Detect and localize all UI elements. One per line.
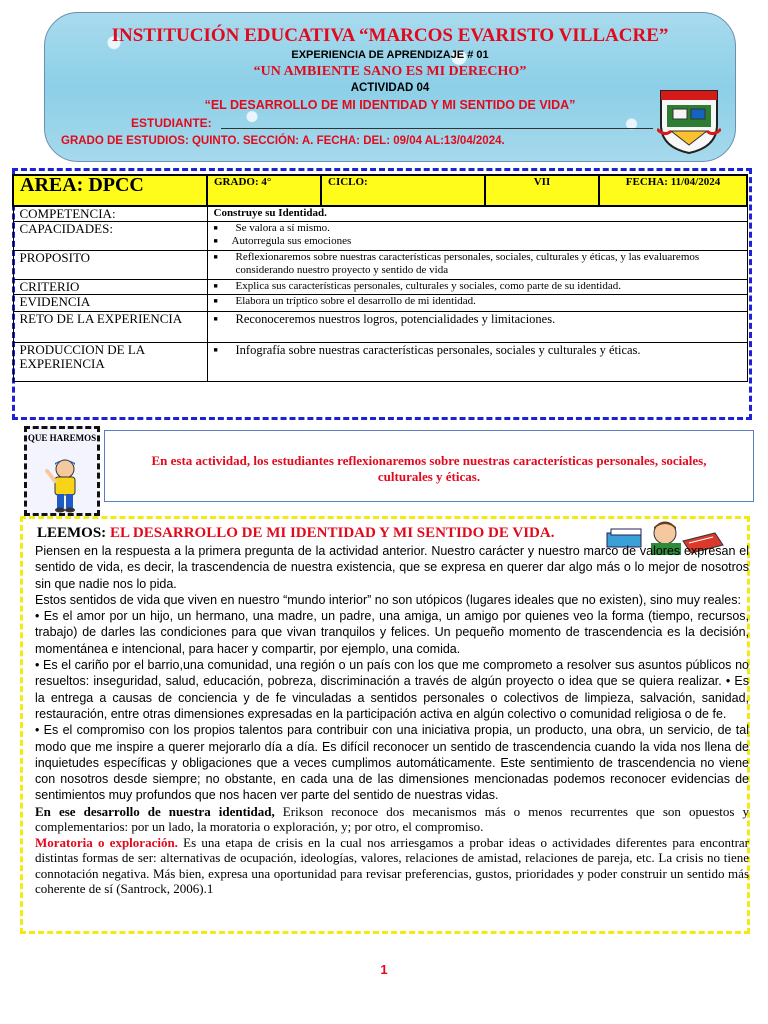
cycle-cell: CICLO: bbox=[321, 175, 485, 206]
reading-paragraph: Piensen en la respuesta a la primera pregunta de la actividad anterior. Nuestro carácter y nuestro marco de valores expresan el sentido de vida, es decir, la trascendencia de nuestra existencia, que se expresa en querer dar algo más o lo mejor de nosotros sin que nadie nos lo pida. bbox=[35, 544, 749, 591]
student-thinking-icon bbox=[39, 457, 89, 513]
reto-text: ■ Reconoceremos nuestros logros, potencialidades y limitaciones. bbox=[214, 312, 741, 327]
proposito-label: PROPOSITO bbox=[13, 251, 207, 280]
que-haremos-description-box bbox=[104, 430, 754, 502]
reading-section bbox=[20, 516, 750, 934]
experience-label: EXPERIENCIA DE APRENDIZAJE # 01 bbox=[291, 49, 489, 61]
capacidades-row bbox=[13, 222, 747, 251]
experience-slogan: “UN AMBIENTE SANO ES MI DERECHO” bbox=[253, 64, 527, 79]
criterio-row bbox=[13, 280, 747, 295]
activity-theme: “EL DESARROLLO DE MI IDENTIDAD Y MI SENTIDO DE VIDA” bbox=[204, 98, 576, 112]
reading-paragraph-moratoria bbox=[35, 835, 749, 897]
evidencia-row bbox=[13, 295, 747, 312]
reading-title bbox=[37, 525, 554, 542]
institution-title: INSTITUCIÓN EDUCATIVA “MARCOS EVARISTO VILLACRE” bbox=[111, 25, 669, 46]
student-label: ESTUDIANTE: bbox=[131, 116, 212, 130]
capacidades-value bbox=[207, 222, 747, 251]
moratoria-text: Es una etapa de crisis en la cual nos arriesgamos a probar ideas o actividades diferentes para encontrar distintas formas de ser: alternativas de ocupación, ideologías, valores, relaciones de amistad, relaciones de pareja, etc. La crisis no tiene connotación negativa. Más bien, expresa una oportunidad para revisar preferencias, gustos, prioridades y poder construir un sentido más coherente de sí (Santrock, 2006).1 bbox=[35, 834, 749, 897]
reading-paragraph: • Es el cariño por el barrio,una comunidad, una región o un país con los que me comprometo a resolver sus asuntos públicos no resueltos: inseguridad, salud, educación, pobreza, discriminación a través de algún proyecto o idea que se quiera realizar. • Es la entrega a causas de conciencia y de fe vinculadas a sentidos personales o colectivos de limpieza, salvación, sanidad, restauración, entre otras dimensiones expresadas en la participación activa en algún colectivo o comunidad religiosa o de fe. bbox=[35, 658, 749, 721]
info-table bbox=[12, 174, 748, 382]
erikson-text: Erikson reconoce dos mecanismos más o menos recurrentes que son opuestos y complementarios: por un lado, la moratoria o exploración, y; por otro, el compromiso. bbox=[35, 803, 750, 835]
reto-label: RETO DE LA EXPERIENCIA bbox=[13, 312, 207, 343]
capacidad-item: ■ Se valora a sí mismo. bbox=[214, 222, 741, 235]
reading-lead: LEEMOS: bbox=[37, 525, 107, 541]
competencia-label: COMPETENCIA: bbox=[13, 206, 207, 222]
activity-label: ACTIVIDAD 04 bbox=[350, 82, 430, 94]
erikson-lead: En ese desarrollo de nuestra identidad, bbox=[35, 803, 275, 819]
info-header-row bbox=[13, 175, 747, 206]
competencia-row bbox=[13, 206, 747, 222]
que-haremos-text: En esta actividad, los estudiantes reflexionaremos sobre nuestras características personales, sociales, culturales y éticas. bbox=[151, 453, 707, 484]
page-number: 1 bbox=[380, 962, 388, 977]
competencia-value: Construye su Identidad. bbox=[207, 206, 747, 222]
proposito-row bbox=[13, 251, 747, 280]
evidencia-text: ■ Elabora un tríptico sobre el desarrollo de mi identidad. bbox=[214, 295, 741, 308]
area-cell: AREA: DPCC bbox=[13, 175, 207, 206]
reading-heading: EL DESARROLLO DE MI IDENTIDAD Y MI SENTIDO DE VIDA. bbox=[109, 525, 555, 541]
evidencia-label: EVIDENCIA bbox=[13, 295, 207, 312]
reto-row bbox=[13, 312, 747, 343]
criterio-label: CRITERIO bbox=[13, 280, 207, 295]
grade-line: GRADO DE ESTUDIOS: QUINTO. SECCIÓN: A. FECHA: DEL: 09/04 AL:13/04/2024. bbox=[61, 135, 505, 147]
criterio-text: ■ Explica sus características personales, culturales y sociales, como parte de su identidad. bbox=[214, 280, 741, 293]
reading-paragraph: • Es el amor por un hijo, un hermano, una madre, un padre, una amiga, un amigo por quienes veo la forma (tiempo, recursos, trabajo) de darles las condiciones para que vivan tranquilos y felices. Un pequeño momento de trascendencia es la decisión, momentánea e intencional, para hacer y compartir, por ejemplo, una comida. bbox=[35, 609, 749, 656]
proposito-text: ■ Reflexionaremos sobre nuestras características personales, sociales, culturales y éticas, y las evaluaremos considerando nuestro proyecto y sentido de vida bbox=[214, 251, 741, 276]
proposito-value bbox=[207, 251, 747, 280]
reading-paragraph: Estos sentidos de vida que viven en nuestro “mundo interior” no son utópicos (lugares ideales que no existen), sino muy reales: bbox=[35, 592, 741, 607]
date-cell: FECHA: 11/04/2024 bbox=[599, 175, 747, 206]
reading-paragraph-erikson bbox=[35, 804, 749, 835]
grade-cell: GRADO: 4° bbox=[207, 175, 321, 206]
produccion-label: PRODUCCION DE LA EXPERIENCIA bbox=[13, 343, 207, 382]
produccion-value bbox=[207, 343, 747, 382]
reto-value bbox=[207, 312, 747, 343]
capacidad-item: ■ Autorregula sus emociones bbox=[214, 235, 741, 248]
moratoria-lead: Moratoria o exploración. bbox=[35, 834, 178, 850]
evidencia-value bbox=[207, 295, 747, 312]
school-crest-icon bbox=[657, 85, 721, 155]
produccion-row bbox=[13, 343, 747, 382]
produccion-text: ■ Infografía sobre nuestras características personales, sociales y culturales y éticas. bbox=[214, 343, 741, 358]
header-banner bbox=[44, 12, 736, 162]
que-haremos-box bbox=[24, 426, 100, 516]
que-haremos-label: QUE HAREMOS bbox=[27, 433, 97, 443]
criterio-value bbox=[207, 280, 747, 295]
reading-paragraph: • Es el compromiso con los propios talentos para contribuir con una iniciativa propia, un producto, una obra, un servicio, de tal modo que me inspire a querer mejorarlo día a día. Es difícil reconocer un sentido de trascendencia cuando la vida nos llena de inquietudes específicas y obligaciones que a veces cumplimos automáticamente. Este sentimiento de trascendencia no viene con nosotros desde siempre; no obstante, en cada una de las dimensiones mencionadas podemos reconocer evidencias de sentimientos muy profundos que nos hacen ver parte del sentido de nuestras vidas. bbox=[35, 723, 749, 803]
capacidades-label: CAPACIDADES: bbox=[13, 222, 207, 251]
student-name-line[interactable] bbox=[221, 128, 653, 129]
cycle-value-cell: VII bbox=[485, 175, 599, 206]
reading-body bbox=[35, 543, 749, 897]
